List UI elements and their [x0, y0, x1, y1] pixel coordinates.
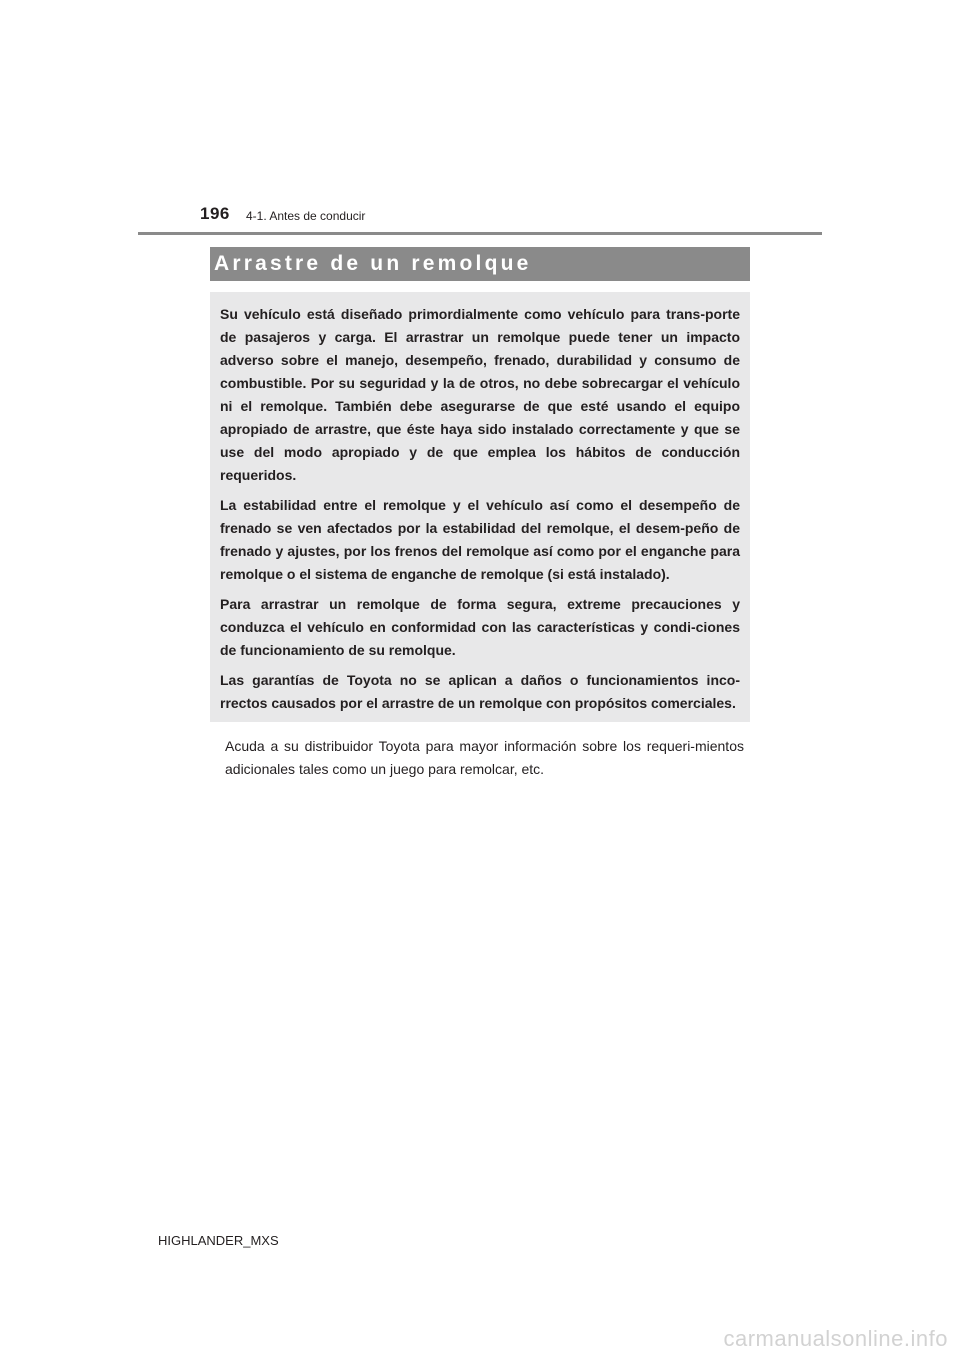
- info-paragraph-4: Las garantías de Toyota no se aplican a daños o funcionamientos inco-rrectos causados por el arrastre de un remolque con propósitos comerciales.: [220, 672, 740, 711]
- info-box: [210, 292, 750, 722]
- info-paragraph-2: La estabilidad entre el remolque y el vehículo así como el desempeño de frenado se ven afectados por la estabilidad del remolque, el desem-peño de frenado y ajustes, por los frenos del remolque así como por el enganche para remolque o el sistema de enganche de remolque (si está instalado).: [220, 497, 740, 582]
- watermark: carmanualsonline.info: [723, 1326, 948, 1351]
- page-title: Arrastre de un remolque: [214, 252, 532, 275]
- page-number: 196: [200, 204, 230, 223]
- title-bar: [210, 247, 750, 281]
- header-rule: [138, 232, 822, 235]
- info-paragraph-1: Su vehículo está diseñado primordialmente como vehículo para trans-porte de pasajeros y carga. El arrastrar un remolque puede tener un impacto adverso sobre el manejo, desempeño, frenado, durabilidad y consumo de combustible. Por su seguridad y la de otros, no debe sobrecargar el vehículo ni el remolque. También debe asegurarse de que esté usando el equipo apropiado de arrastre, que éste haya sido instalado correctamente y que se use del modo apropiado y de que emplea los hábitos de conducción requeridos.: [220, 306, 740, 483]
- info-paragraph-3: Para arrastrar un remolque de forma segura, extreme precauciones y conduzca el vehículo en conformidad con las características y condi-ciones de funcionamiento de su remolque.: [220, 596, 740, 658]
- body-paragraph: Acuda a su distribuidor Toyota para mayor información sobre los requeri-mientos adicionales tales como un juego para remolcar, etc.: [225, 738, 744, 777]
- section-label: 4-1. Antes de conducir: [246, 209, 366, 223]
- footer-model: HIGHLANDER_MXS: [158, 1233, 279, 1248]
